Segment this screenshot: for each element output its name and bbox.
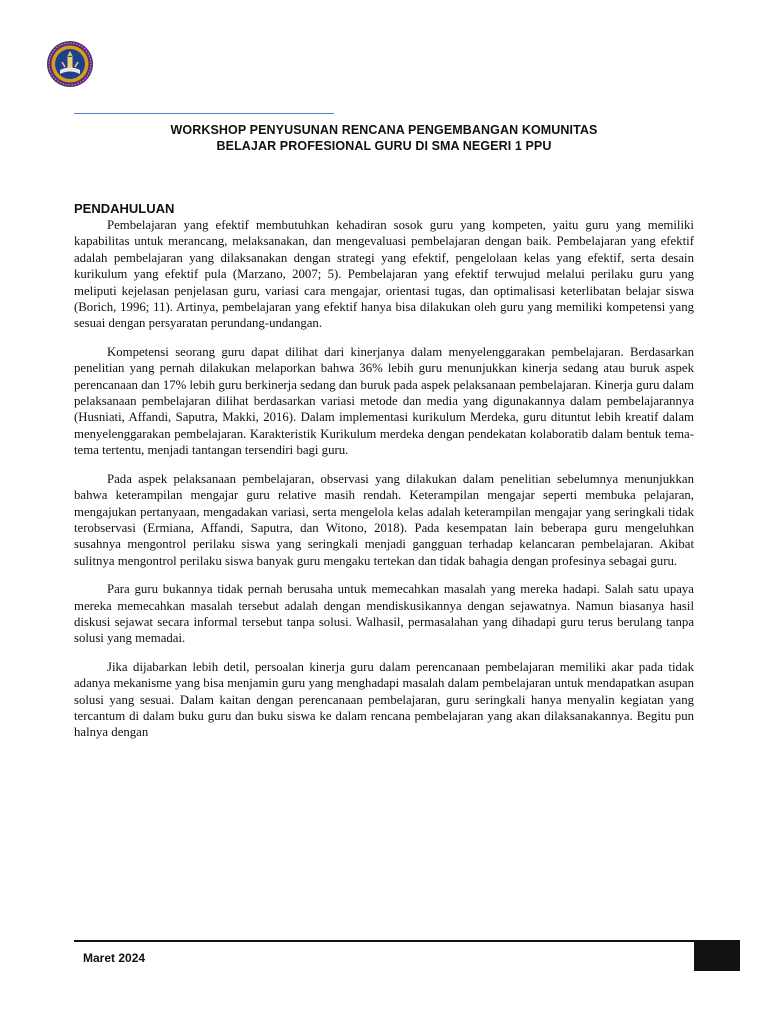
paragraph: Para guru bukannya tidak pernah berusaha untuk memecahkan masalah yang mereka hadapi. Salah satu upaya mereka memecahkan masalah tersebut adalah dengan mendiskusikannya dengan sejawatnya. Namun biasanya hasil diskusi sejawat secara informal tersebut tanpa solusi. Walhasil, permasalahan yang dihadapi guru terus berulang tanpa solusi yang memadai. bbox=[74, 582, 694, 646]
paragraph: Pada aspek pelaksanaan pembelajaran, observasi yang dilakukan dalam penelitian sebelumnya menunjukkan bahwa keterampilan mengajar guru relative masih rendah. Keterampilan mengajar seperti membuka pelajaran, mengajukan pertanyaan, mengadakan variasi, serta mengelola kelas adalah keterampilan mengajar yang seringkali tidak terobservasi (Ermiana, Affandi, Saputra, dan Witono, 2018). Pada kesempatan lain beberapa guru mengeluhkan susahnya mengontrol perilaku siswa yang seringkali menjadi gangguan terhadap kelancaran pembelajaran. Akibat sulitnya mengontrol perilaku siswa banyak guru mengaku tertekan dan tidak bahagia dengan profesinya sebagai guru. bbox=[74, 471, 694, 568]
paragraph: Jika dijabarkan lebih detil, persoalan kinerja guru dalam perencanaan pembelajaran memiliki akar pada tidak adanya mekanisme yang bisa menjamin guru yang menghadapi masalah dalam pembelajaran untuk mendapatkan asupan solusi yang sesuai. Dalam kaitan dengan perencanaan pembelajaran, guru seringkali hanya menyalin kegiatan yang tercantum di dalam buku guru dan buku siswa ke dalam rencana pembelajaran yang akan dilaksanakannya. Begitu pun halnya dengan bbox=[74, 659, 694, 740]
footer-rule bbox=[74, 940, 740, 942]
title-line-2: BELAJAR PROFESIONAL GURU DI SMA NEGERI 1 PPU bbox=[216, 139, 552, 153]
body-text bbox=[74, 217, 694, 753]
title-line-1: WORKSHOP PENYUSUNAN RENCANA PENGEMBANGAN KOMUNITAS bbox=[170, 123, 598, 137]
section-heading: PENDAHULUAN bbox=[74, 201, 175, 216]
document-title bbox=[74, 122, 694, 154]
header-rule bbox=[74, 113, 334, 114]
paragraph: Pembelajaran yang efektif membutuhkan kehadiran sosok guru yang kompeten, yaitu guru yang memiliki kapabilitas untuk merancang, melaksanakan, dan mengevaluasi pembelajaran dengan baik. Pembelajaran yang efektif adalah pembelajaran yang dilaksanakan dengan strategi yang efektif, pengelolaan kelas yang efektif, serta desain kurikulum yang efektif pula (Marzano, 2007; 5). Pembelajaran yang efektif terwujud melalui perilaku guru yang meliputi kejelasan penjelasan guru, variasi cara mengajar, orientasi tugas, dan optimalisasi keterlibatan belajar siswa (Borich, 1996; 11). Artinya, pembelajaran yang efektif hanya bisa dilakukan oleh guru yang memiliki kompetensi yang sesuai dengan persyaratan perundang-undangan. bbox=[74, 218, 694, 331]
school-emblem-icon bbox=[46, 40, 94, 88]
paragraph: Kompetensi seorang guru dapat dilihat dari kinerjanya dalam menyelenggarakan pembelajaran. Berdasarkan penelitian yang pernah dilakukan melaporkan bahwa 36% lebih guru menunjukkan kinerja sedang atau buruk aspek perencanaan dan 17% lebih guru berkinerja sedang dan buruk pada aspek pelaksanaan pembelajaran. Kinerja guru dalam pelaksanaan pembelajaran dilihat berdasarkan variasi metode dan media yang digunakannya dalam pembelajarannya (Husniati, Affandi, Saputra, Makki, 2016). Dalam implementasi kurikulum Merdeka, guru dituntut lebih kreatif dalam menyelenggarakan pembelajaran. Karakteristik Kurikulum merdeka dengan pendekatan kolaboratib dalam bentuk tema-tema tertentu, menjadi tantangan tersendiri bagi guru. bbox=[74, 344, 694, 458]
footer-date: Maret 2024 bbox=[83, 951, 146, 965]
page-number-box bbox=[694, 940, 740, 971]
